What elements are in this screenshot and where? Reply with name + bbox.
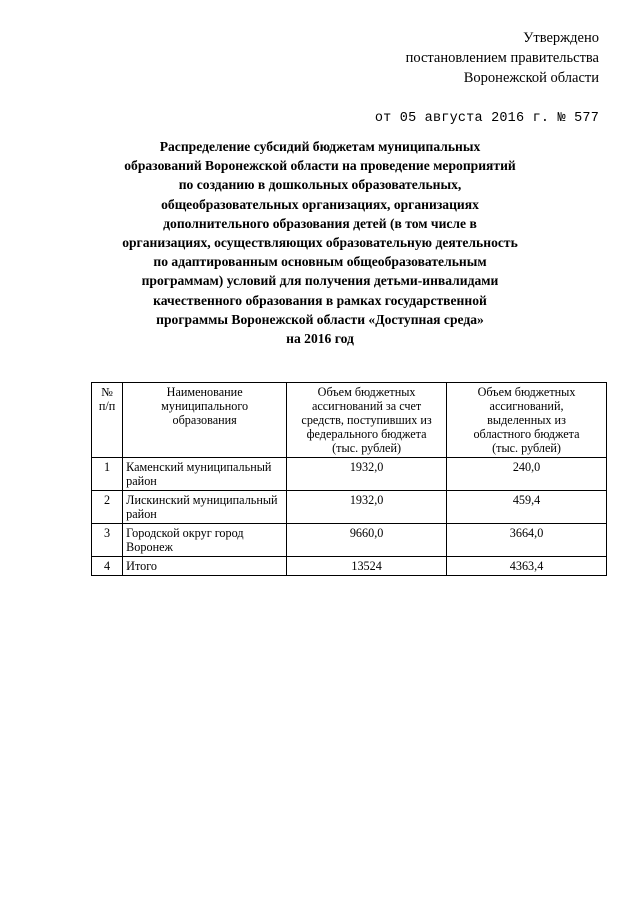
header-federal-line: (тыс. рублей)	[332, 441, 402, 455]
subsidy-table	[91, 382, 607, 576]
row-num: 4	[92, 557, 123, 576]
row-name: Итого	[123, 557, 287, 576]
row-regional: 3664,0	[447, 524, 607, 557]
header-regional-line: ассигнований,	[489, 399, 564, 413]
row-num: 1	[92, 458, 123, 491]
table-header-row	[92, 383, 607, 458]
header-num	[92, 383, 123, 458]
header-name-line: образования	[172, 413, 237, 427]
document-title	[80, 137, 560, 348]
title-line: программы Воронежской области «Доступная среда»	[156, 311, 484, 327]
row-regional: 4363,4	[447, 557, 607, 576]
title-line: по созданию в дошкольных образовательных,	[178, 177, 462, 193]
title-line: дополнительного образования детей (в том числе в	[163, 215, 477, 231]
header-name	[123, 383, 287, 458]
title-line: образований Воронежской области на проведение мероприятий	[124, 158, 516, 174]
header-num-line: №	[101, 385, 113, 399]
row-name: Лискинский муниципальный район	[123, 491, 287, 524]
row-federal: 1932,0	[287, 491, 447, 524]
title-line: на 2016 год	[286, 331, 354, 347]
row-num: 2	[92, 491, 123, 524]
header-name-line: Наименование	[166, 385, 243, 399]
approval-block	[406, 28, 599, 88]
row-name: Городской округ город Воронеж	[123, 524, 287, 557]
approval-line-1: Утверждено	[523, 30, 599, 46]
row-num: 3	[92, 524, 123, 557]
header-num-line: п/п	[98, 399, 116, 413]
title-line: программам) условий для получения детьми-инвалидами	[141, 273, 499, 289]
header-federal	[287, 383, 447, 458]
row-regional: 459,4	[447, 491, 607, 524]
header-federal-line: Объем бюджетных	[317, 385, 416, 399]
row-federal: 9660,0	[287, 524, 447, 557]
approval-line-3: Воронежской области	[463, 70, 599, 86]
row-name: Каменский муниципальный район	[123, 458, 287, 491]
header-federal-line: средств, поступивших из	[301, 413, 432, 427]
title-line: по адаптированным основным общеобразовательным	[153, 254, 487, 270]
table-row	[92, 524, 607, 557]
table-row	[92, 491, 607, 524]
header-regional-line: (тыс. рублей)	[492, 441, 561, 455]
title-line: организациях, осуществляющих образовательную деятельность	[122, 235, 518, 251]
header-regional-line: областного бюджета	[473, 427, 580, 441]
header-regional-line: выделенных из	[487, 413, 566, 427]
decree-stamp: от 05 августа 2016 г. № 577	[374, 111, 599, 126]
header-name-line: муниципального	[161, 399, 249, 413]
title-line: общеобразовательных организациях, организациях	[161, 196, 479, 212]
row-regional: 240,0	[447, 458, 607, 491]
title-line: качественного образования в рамках государственной	[153, 292, 487, 308]
approval-line-2: постановлением правительства	[405, 50, 599, 66]
table-row	[92, 557, 607, 576]
row-federal: 13524	[287, 557, 447, 576]
table-row	[92, 458, 607, 491]
header-regional	[447, 383, 607, 458]
header-federal-line: федерального бюджета	[306, 427, 427, 441]
title-line: Распределение субсидий бюджетам муниципальных	[159, 139, 481, 154]
header-federal-line: ассигнований за счет	[311, 399, 422, 413]
row-federal: 1932,0	[287, 458, 447, 491]
header-regional-line: Объем бюджетных	[477, 385, 576, 399]
